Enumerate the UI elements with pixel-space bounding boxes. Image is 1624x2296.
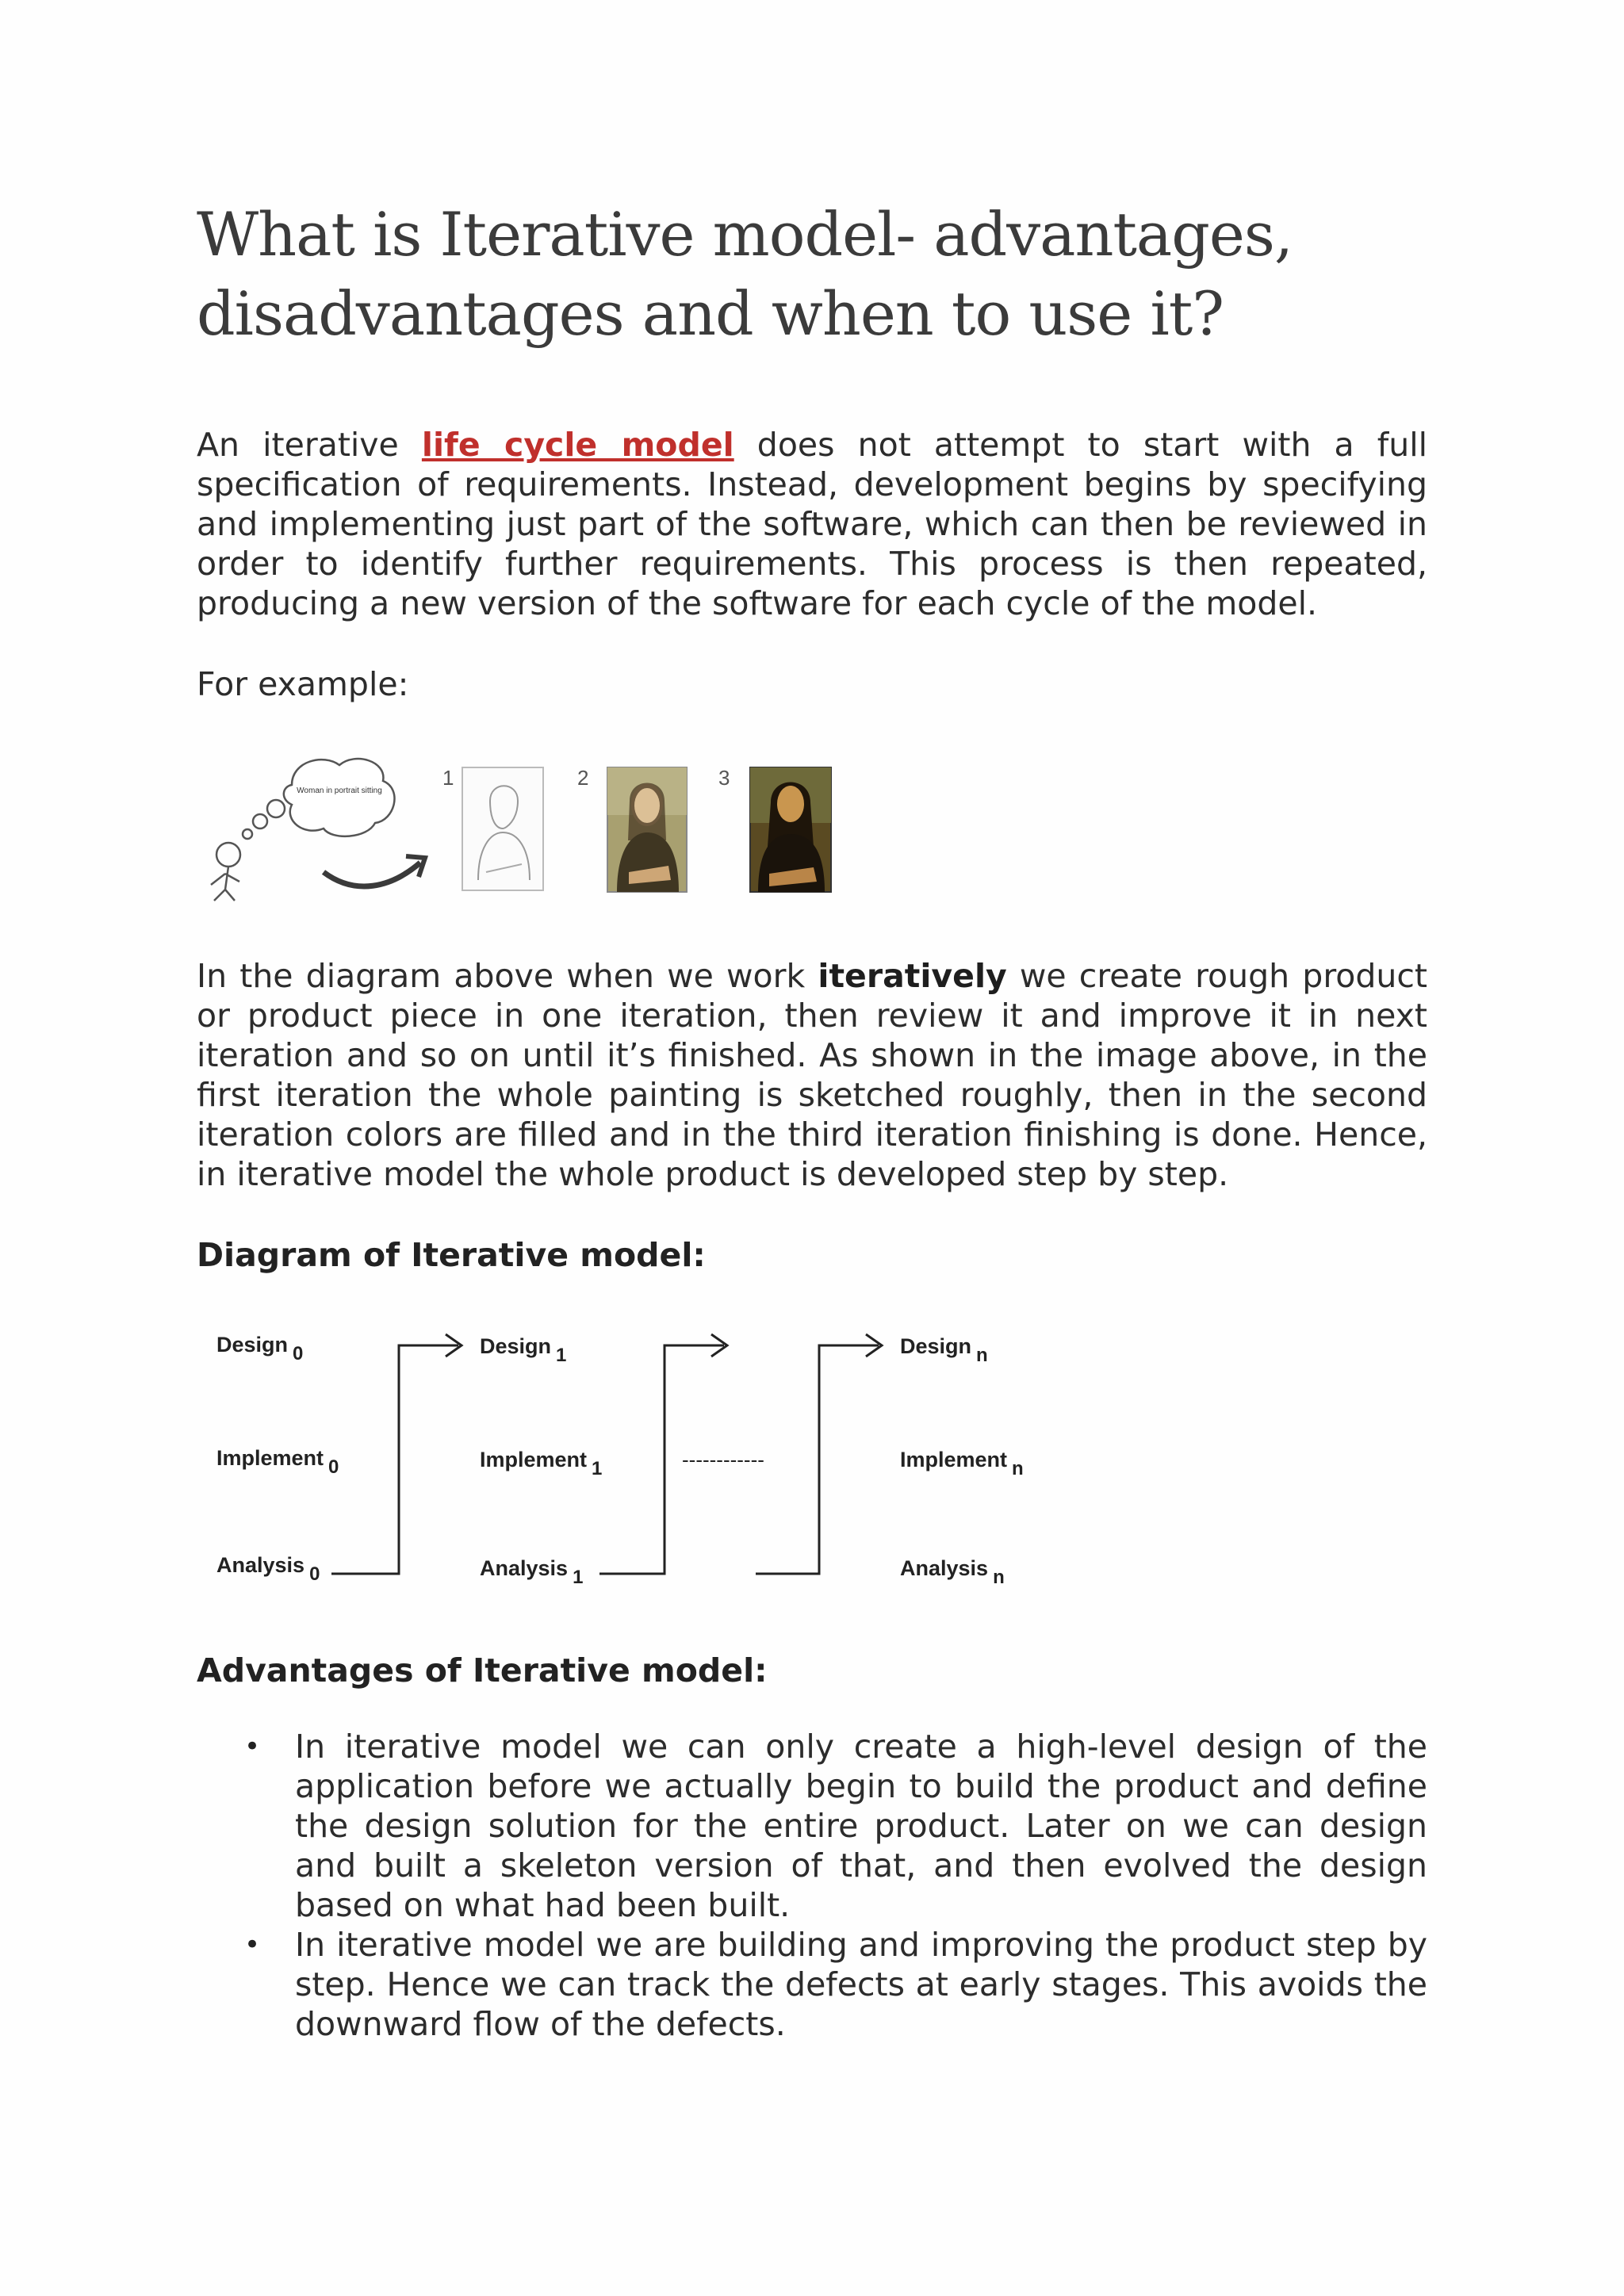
step-label-2: 2 <box>577 766 589 790</box>
advantages-heading: Advantages of Iterative model: <box>197 1651 768 1689</box>
example-label: For example: <box>197 665 409 703</box>
advantage-text-2: In iterative model we are building and improving the product step by step. Hence we can track the defects at early stages. This avoids the downward flow of the defects. <box>295 1926 1427 2043</box>
implement-0-label: Implement 0 <box>216 1446 339 1478</box>
analysis-0-label: Analysis 0 <box>216 1553 320 1585</box>
intro-paragraph <box>197 425 1427 623</box>
thought-cloud <box>284 759 395 836</box>
step-label-1: 1 <box>442 766 454 790</box>
iterative-model-diagram <box>197 1312 1069 1605</box>
design-n-label: Design n <box>900 1334 988 1366</box>
thought-cloud-text: Woman in portrait sitting <box>297 786 382 795</box>
implement-1-label: Implement 1 <box>480 1448 603 1479</box>
bullet-icon: • <box>244 1731 261 1762</box>
advantage-text-1: In iterative model we can only create a high-level design of the application before we actually begin to build the product and define the design solution for the entire product. Later on we can design and built a skeleton version of that, and then evolved the design based on what had been built. <box>295 1728 1427 1924</box>
analysis-n-label: Analysis n <box>900 1556 1005 1588</box>
finished-painting-image <box>750 767 831 892</box>
connector-0-to-1 <box>331 1334 462 1574</box>
sketch-painting-image <box>462 767 543 890</box>
list-item <box>197 1727 1427 1925</box>
step-label-3: 3 <box>718 766 730 790</box>
explanation-bold: iteratively <box>818 957 1007 995</box>
bullet-icon: • <box>244 1929 261 1961</box>
explanation-suffix: we create rough product or product piece in one iteration, then review it and improve it in next iteration and so on until it’s finished. As shown in the image above, in the first iteration the whole painting is sketched roughly, then in the second iteration colors are filled and in the third iteration finishing is done. Hence, in iterative model the whole product is developed step by step. <box>197 957 1427 1193</box>
connector-to-n <box>756 1334 882 1574</box>
implement-n-label: Implement n <box>900 1448 1024 1479</box>
intro-suffix: does not attempt to start with a full specification of requirements. Instead, development begins by specifying and implementing just part of the software, which can then be reviewed in order to identify further requirements. This process is then repeated, producing a new version of the software for each cycle of the model. <box>197 426 1428 622</box>
colored-painting-image <box>607 767 687 892</box>
list-item <box>197 1925 1427 2044</box>
thinking-person-icon <box>211 800 285 901</box>
explanation-paragraph <box>197 956 1427 1194</box>
intro-prefix: An iterative <box>197 426 422 464</box>
advantages-list <box>197 1727 1427 2044</box>
analysis-1-label: Analysis 1 <box>480 1556 584 1588</box>
curved-arrow-icon <box>324 863 420 886</box>
diagram-heading: Diagram of Iterative model: <box>197 1236 706 1274</box>
design-1-label: Design 1 <box>480 1334 567 1366</box>
design-0-label: Design 0 <box>216 1333 304 1364</box>
iteration-example-image <box>205 753 839 902</box>
diagram-ellipsis: ------------ <box>682 1448 764 1471</box>
explanation-prefix: In the diagram above when we work <box>197 957 818 995</box>
page-title: What is Iterative model- advantages, disadvantages and when to use it? <box>197 199 1293 349</box>
life-cycle-model-link[interactable]: life cycle model <box>421 426 734 464</box>
